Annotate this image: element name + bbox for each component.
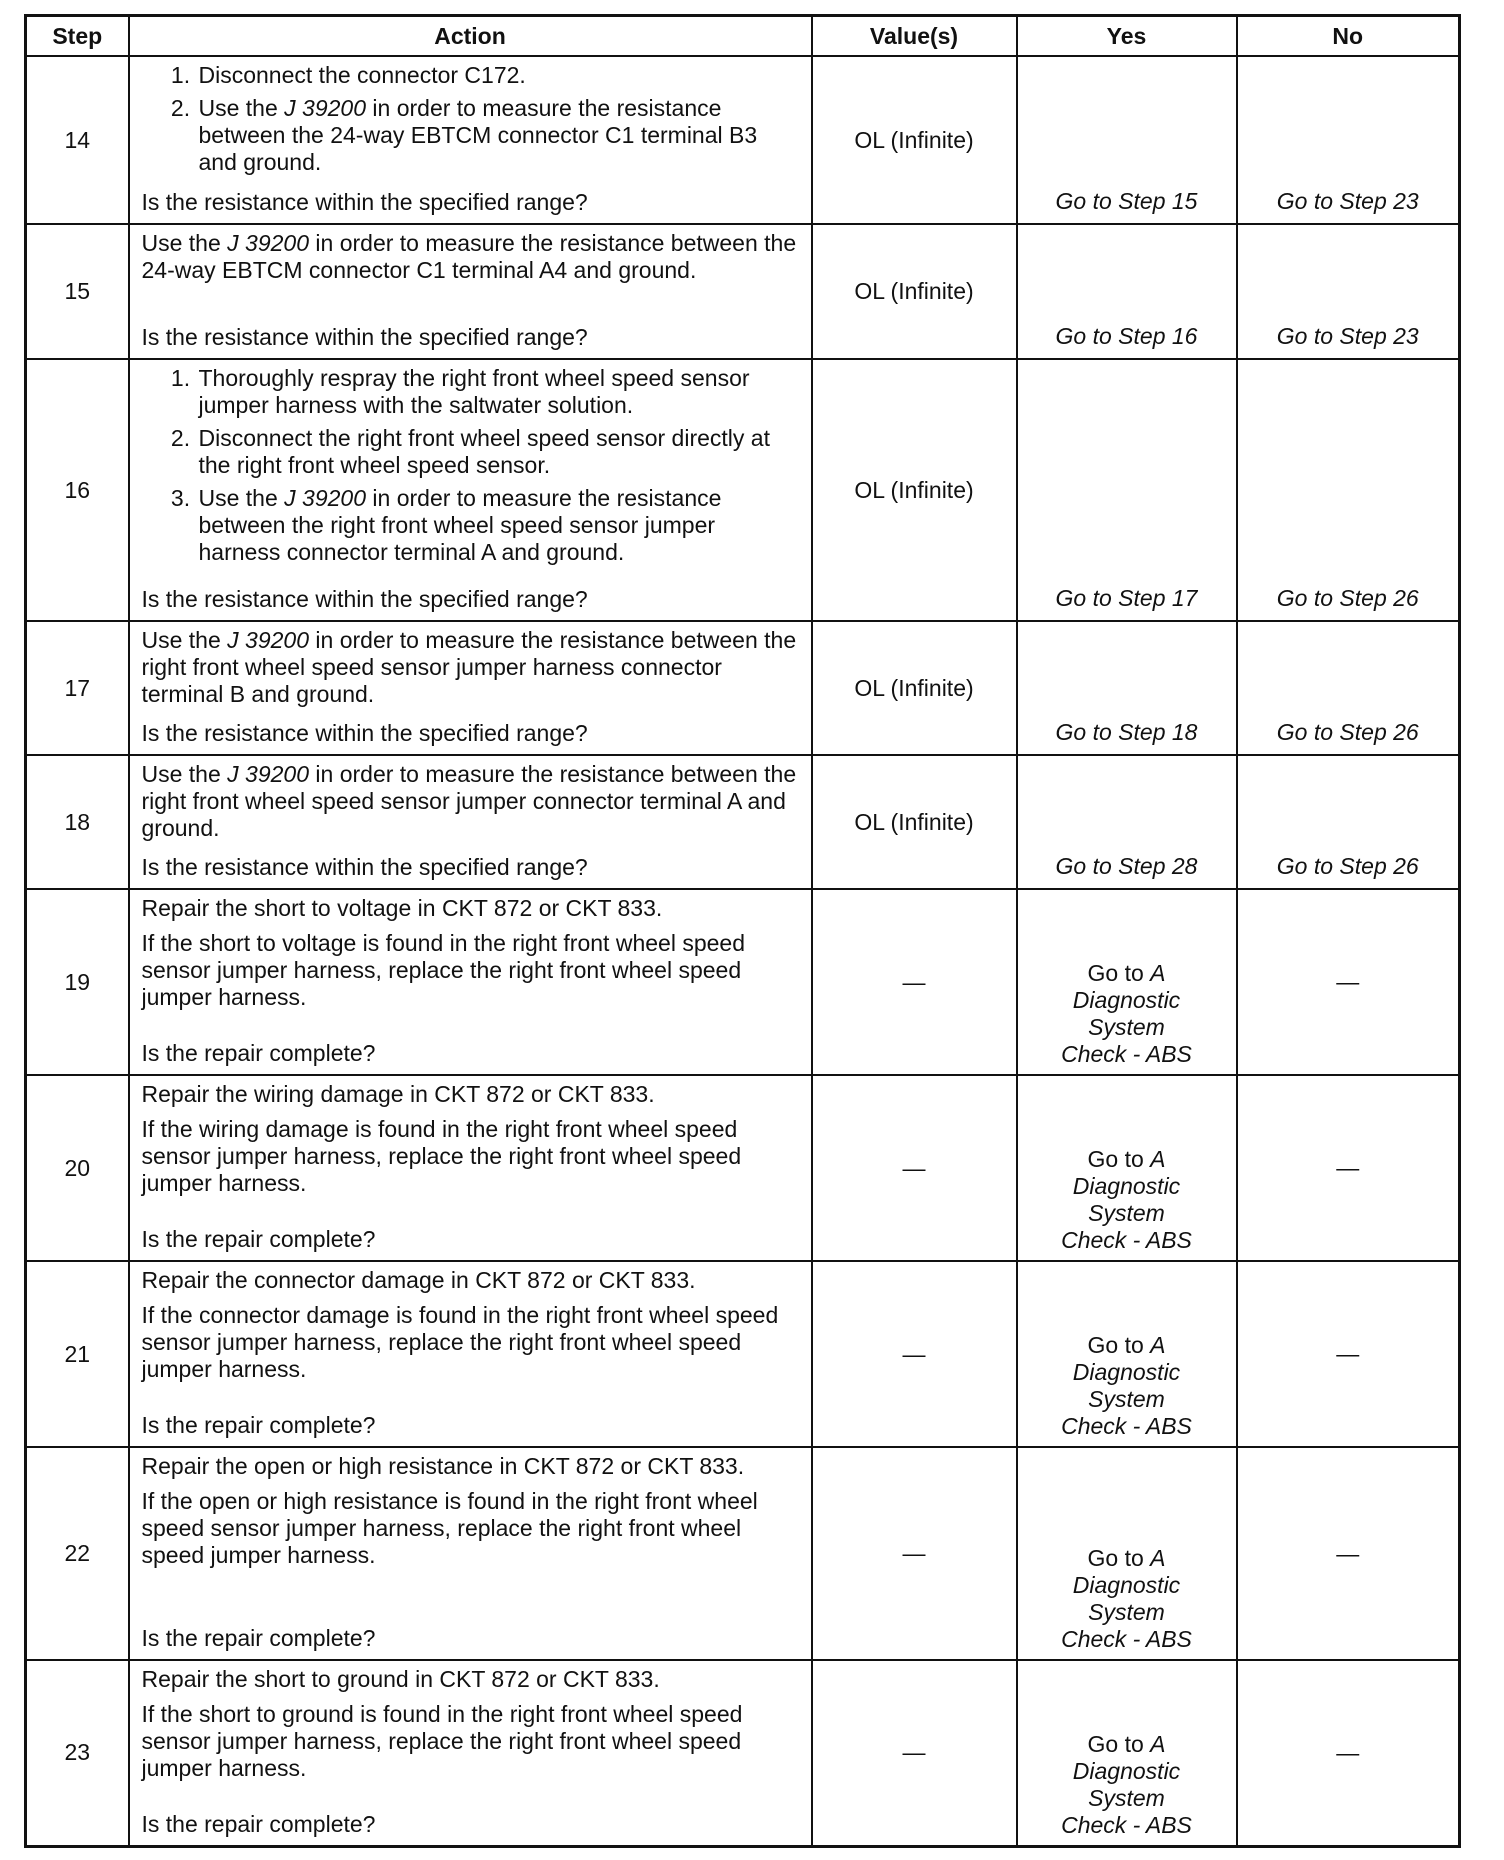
action-question: Is the resistance within the specified range? [141, 854, 588, 880]
ref-line: Go to A [1087, 960, 1166, 986]
table-body [26, 56, 1460, 1846]
table-row [26, 889, 1460, 1075]
action-text: If the wiring damage is found in the right front wheel speed sensor jumper harness, replace the right front wheel speed jumper harness. [141, 1116, 742, 1196]
ref-line: Diagnostic [1072, 1173, 1181, 1199]
yes-cell [1017, 1075, 1237, 1261]
table-row [26, 56, 1460, 224]
table-row [26, 621, 1460, 755]
no-dash: — [1336, 1154, 1360, 1181]
value-cell: — [812, 1660, 1017, 1846]
action-step: 1. Thoroughly respray the right front wheel speed sensor jumper harness with the saltwater solution. [197, 365, 801, 419]
action-content [142, 230, 801, 351]
yes-goto: Go to Step 18 [1055, 719, 1198, 745]
action-question: Is the repair complete? [141, 1412, 376, 1438]
action-content [142, 627, 801, 747]
action-cell [129, 755, 812, 889]
action-steps-list [142, 365, 801, 566]
header-no: No [1237, 16, 1460, 57]
yes-goto: Go to Step 16 [1055, 323, 1198, 349]
ref-line: System [1088, 1386, 1165, 1412]
action-text: If the open or high resistance is found in the right front wheel speed sensor jumper harness, replace the right front wheel speed jumper harness. [141, 1488, 758, 1568]
yes-cell [1017, 1447, 1237, 1660]
yes-cell [1017, 755, 1237, 889]
ref-line: Go to A [1087, 1545, 1166, 1571]
yes-cell [1017, 1660, 1237, 1846]
step-number: 20 [26, 1075, 129, 1261]
table-row [26, 1660, 1460, 1846]
action-text: Use the J 39200 in order to measure the resistance between the right front wheel speed sensor jumper connector terminal A and ground. [141, 761, 797, 841]
yes-cell [1017, 889, 1237, 1075]
header-step: Step [26, 16, 129, 57]
yes-goto: Go to Step 17 [1055, 585, 1198, 611]
action-step: 2. Disconnect the right front wheel speed sensor directly at the right front wheel speed sensor. [197, 425, 801, 479]
step-number: 15 [26, 224, 129, 359]
action-cell [129, 1075, 812, 1261]
step-number: 18 [26, 755, 129, 889]
action-instructions [142, 761, 801, 850]
value-cell: — [812, 1075, 1017, 1261]
yes-cell [1017, 359, 1237, 621]
tool-reference: J 39200 [227, 230, 310, 256]
no-cell [1237, 1660, 1460, 1846]
yes-reference [1018, 1146, 1236, 1254]
step-number: 23 [26, 1660, 129, 1846]
ref-line: Check - ABS [1061, 1227, 1192, 1253]
header-action: Action [129, 16, 812, 57]
ref-line: System [1088, 1784, 1165, 1811]
tool-reference: J 39200 [227, 627, 310, 653]
yes-cell [1017, 224, 1237, 359]
action-instructions [142, 230, 801, 292]
step-number: 21 [26, 1261, 129, 1447]
step-number: 16 [26, 359, 129, 621]
action-instructions [142, 365, 801, 572]
yes-reference [1018, 1731, 1236, 1839]
tool-reference: J 39200 [284, 95, 367, 121]
ref-line: Check - ABS [1061, 1413, 1192, 1439]
yes-reference [1018, 1332, 1236, 1440]
no-goto: Go to Step 26 [1276, 585, 1419, 611]
action-step: 1. Disconnect the connector C172. [197, 62, 801, 89]
yes-reference [1018, 1545, 1236, 1653]
action-instructions [142, 62, 801, 182]
action-text: Use the J 39200 in order to measure the resistance between the 24-way EBTCM connector C1 terminal A4 and ground. [141, 230, 797, 283]
action-text: Repair the wiring damage in CKT 872 or CKT 833. [141, 1081, 655, 1107]
ref-line: Diagnostic [1072, 987, 1181, 1013]
action-instructions [142, 1267, 801, 1391]
header-row [26, 16, 1460, 57]
action-text: If the short to voltage is found in the right front wheel speed sensor jumper harness, replace the right front wheel speed jumper harness. [141, 930, 745, 1010]
ref-line: Go to A [1087, 1730, 1166, 1757]
no-cell [1237, 224, 1460, 359]
no-cell [1237, 1075, 1460, 1261]
header-yes: Yes [1017, 16, 1237, 57]
action-instructions [142, 1081, 801, 1205]
action-content [142, 1267, 801, 1439]
action-question: Is the repair complete? [141, 1811, 376, 1837]
value-cell: — [812, 889, 1017, 1075]
action-instructions [142, 895, 801, 1019]
table-row [26, 1075, 1460, 1261]
diagnostic-table [24, 14, 1461, 1848]
action-text: Repair the short to voltage in CKT 872 or CKT 833. [141, 895, 663, 921]
action-step: 3. Use the J 39200 in order to measure the resistance between the right front wheel speed sensor jumper harness connector terminal A and ground. [197, 485, 801, 566]
action-step: 2. Use the J 39200 in order to measure the resistance between the 24-way EBTCM connector C1 terminal B3 and ground. [197, 95, 801, 176]
value-cell: — [812, 1261, 1017, 1447]
ref-line: Diagnostic [1072, 1572, 1181, 1598]
action-instructions [142, 1666, 801, 1790]
no-cell [1237, 359, 1460, 621]
no-dash: — [1336, 968, 1360, 995]
tool-reference: J 39200 [284, 485, 367, 511]
header-values: Value(s) [812, 16, 1017, 57]
table-row [26, 224, 1460, 359]
ref-line: Check - ABS [1061, 1041, 1192, 1067]
action-question: Is the repair complete? [141, 1226, 376, 1252]
action-text: If the short to ground is found in the right front wheel speed sensor jumper harness, replace the right front wheel speed jumper harness. [141, 1701, 743, 1781]
yes-goto: Go to Step 15 [1055, 188, 1198, 214]
step-number: 17 [26, 621, 129, 755]
action-cell [129, 1261, 812, 1447]
no-dash: — [1336, 1340, 1360, 1367]
action-content [142, 1453, 801, 1652]
action-question: Is the repair complete? [141, 1040, 376, 1066]
action-cell [129, 889, 812, 1075]
yes-cell [1017, 621, 1237, 755]
no-cell [1237, 1261, 1460, 1447]
action-cell [129, 1447, 812, 1660]
action-steps-list [142, 62, 801, 176]
ref-line: System [1088, 1599, 1165, 1625]
ref-line: Check - ABS [1061, 1626, 1192, 1652]
no-cell [1237, 889, 1460, 1075]
ref-line: System [1088, 1014, 1165, 1040]
action-content [142, 365, 801, 613]
tool-reference: J 39200 [227, 761, 310, 787]
yes-reference [1018, 960, 1236, 1068]
action-question: Is the resistance within the specified range? [141, 189, 588, 215]
value-cell: — [812, 1447, 1017, 1660]
step-number: 22 [26, 1447, 129, 1660]
step-number: 19 [26, 889, 129, 1075]
action-question: Is the resistance within the specified range? [141, 324, 588, 350]
table-row [26, 1261, 1460, 1447]
action-instructions [142, 1453, 801, 1577]
value-cell: OL (Infinite) [812, 56, 1017, 224]
no-goto: Go to Step 26 [1276, 853, 1419, 879]
yes-cell [1017, 56, 1237, 224]
value-cell: OL (Infinite) [812, 621, 1017, 755]
action-content [142, 895, 801, 1067]
action-question: Is the repair complete? [141, 1625, 376, 1651]
no-cell [1237, 755, 1460, 889]
action-text: Repair the open or high resistance in CKT 872 or CKT 833. [141, 1453, 745, 1479]
ref-line: Go to A [1087, 1332, 1166, 1358]
table-row [26, 755, 1460, 889]
value-cell: OL (Infinite) [812, 224, 1017, 359]
action-text: Repair the connector damage in CKT 872 or CKT 833. [141, 1267, 696, 1293]
action-content [142, 1666, 801, 1838]
no-cell [1237, 56, 1460, 224]
action-cell [129, 224, 812, 359]
action-content [142, 761, 801, 881]
action-question: Is the resistance within the specified range? [141, 586, 588, 612]
table-row [26, 1447, 1460, 1660]
no-cell [1237, 1447, 1460, 1660]
action-text: Repair the short to ground in CKT 872 or CKT 833. [141, 1666, 660, 1692]
yes-goto: Go to Step 28 [1055, 853, 1198, 879]
no-goto: Go to Step 23 [1276, 188, 1419, 214]
action-cell [129, 56, 812, 224]
ref-line: Go to A [1087, 1146, 1166, 1172]
value-cell: OL (Infinite) [812, 359, 1017, 621]
no-goto: Go to Step 26 [1276, 719, 1419, 745]
ref-line: Diagnostic [1072, 1359, 1181, 1385]
action-content [142, 1081, 801, 1253]
action-cell [129, 621, 812, 755]
ref-line: Check - ABS [1061, 1811, 1192, 1838]
action-text: Use the J 39200 in order to measure the resistance between the right front wheel speed sensor jumper harness connector terminal B and ground. [141, 627, 797, 707]
value-cell: OL (Infinite) [812, 755, 1017, 889]
ref-line: Diagnostic [1072, 1757, 1181, 1784]
action-instructions [142, 627, 801, 716]
table-row [26, 359, 1460, 621]
action-cell [129, 1660, 812, 1846]
no-dash: — [1336, 1739, 1360, 1766]
action-cell [129, 359, 812, 621]
ref-line: System [1088, 1200, 1165, 1226]
action-content [142, 62, 801, 216]
no-dash: — [1336, 1540, 1360, 1566]
step-number: 14 [26, 56, 129, 224]
yes-cell [1017, 1261, 1237, 1447]
no-goto: Go to Step 23 [1276, 323, 1419, 349]
no-cell [1237, 621, 1460, 755]
action-question: Is the resistance within the specified range? [141, 720, 588, 746]
action-text: If the connector damage is found in the right front wheel speed sensor jumper harness, replace the right front wheel speed jumper harness. [141, 1302, 779, 1382]
